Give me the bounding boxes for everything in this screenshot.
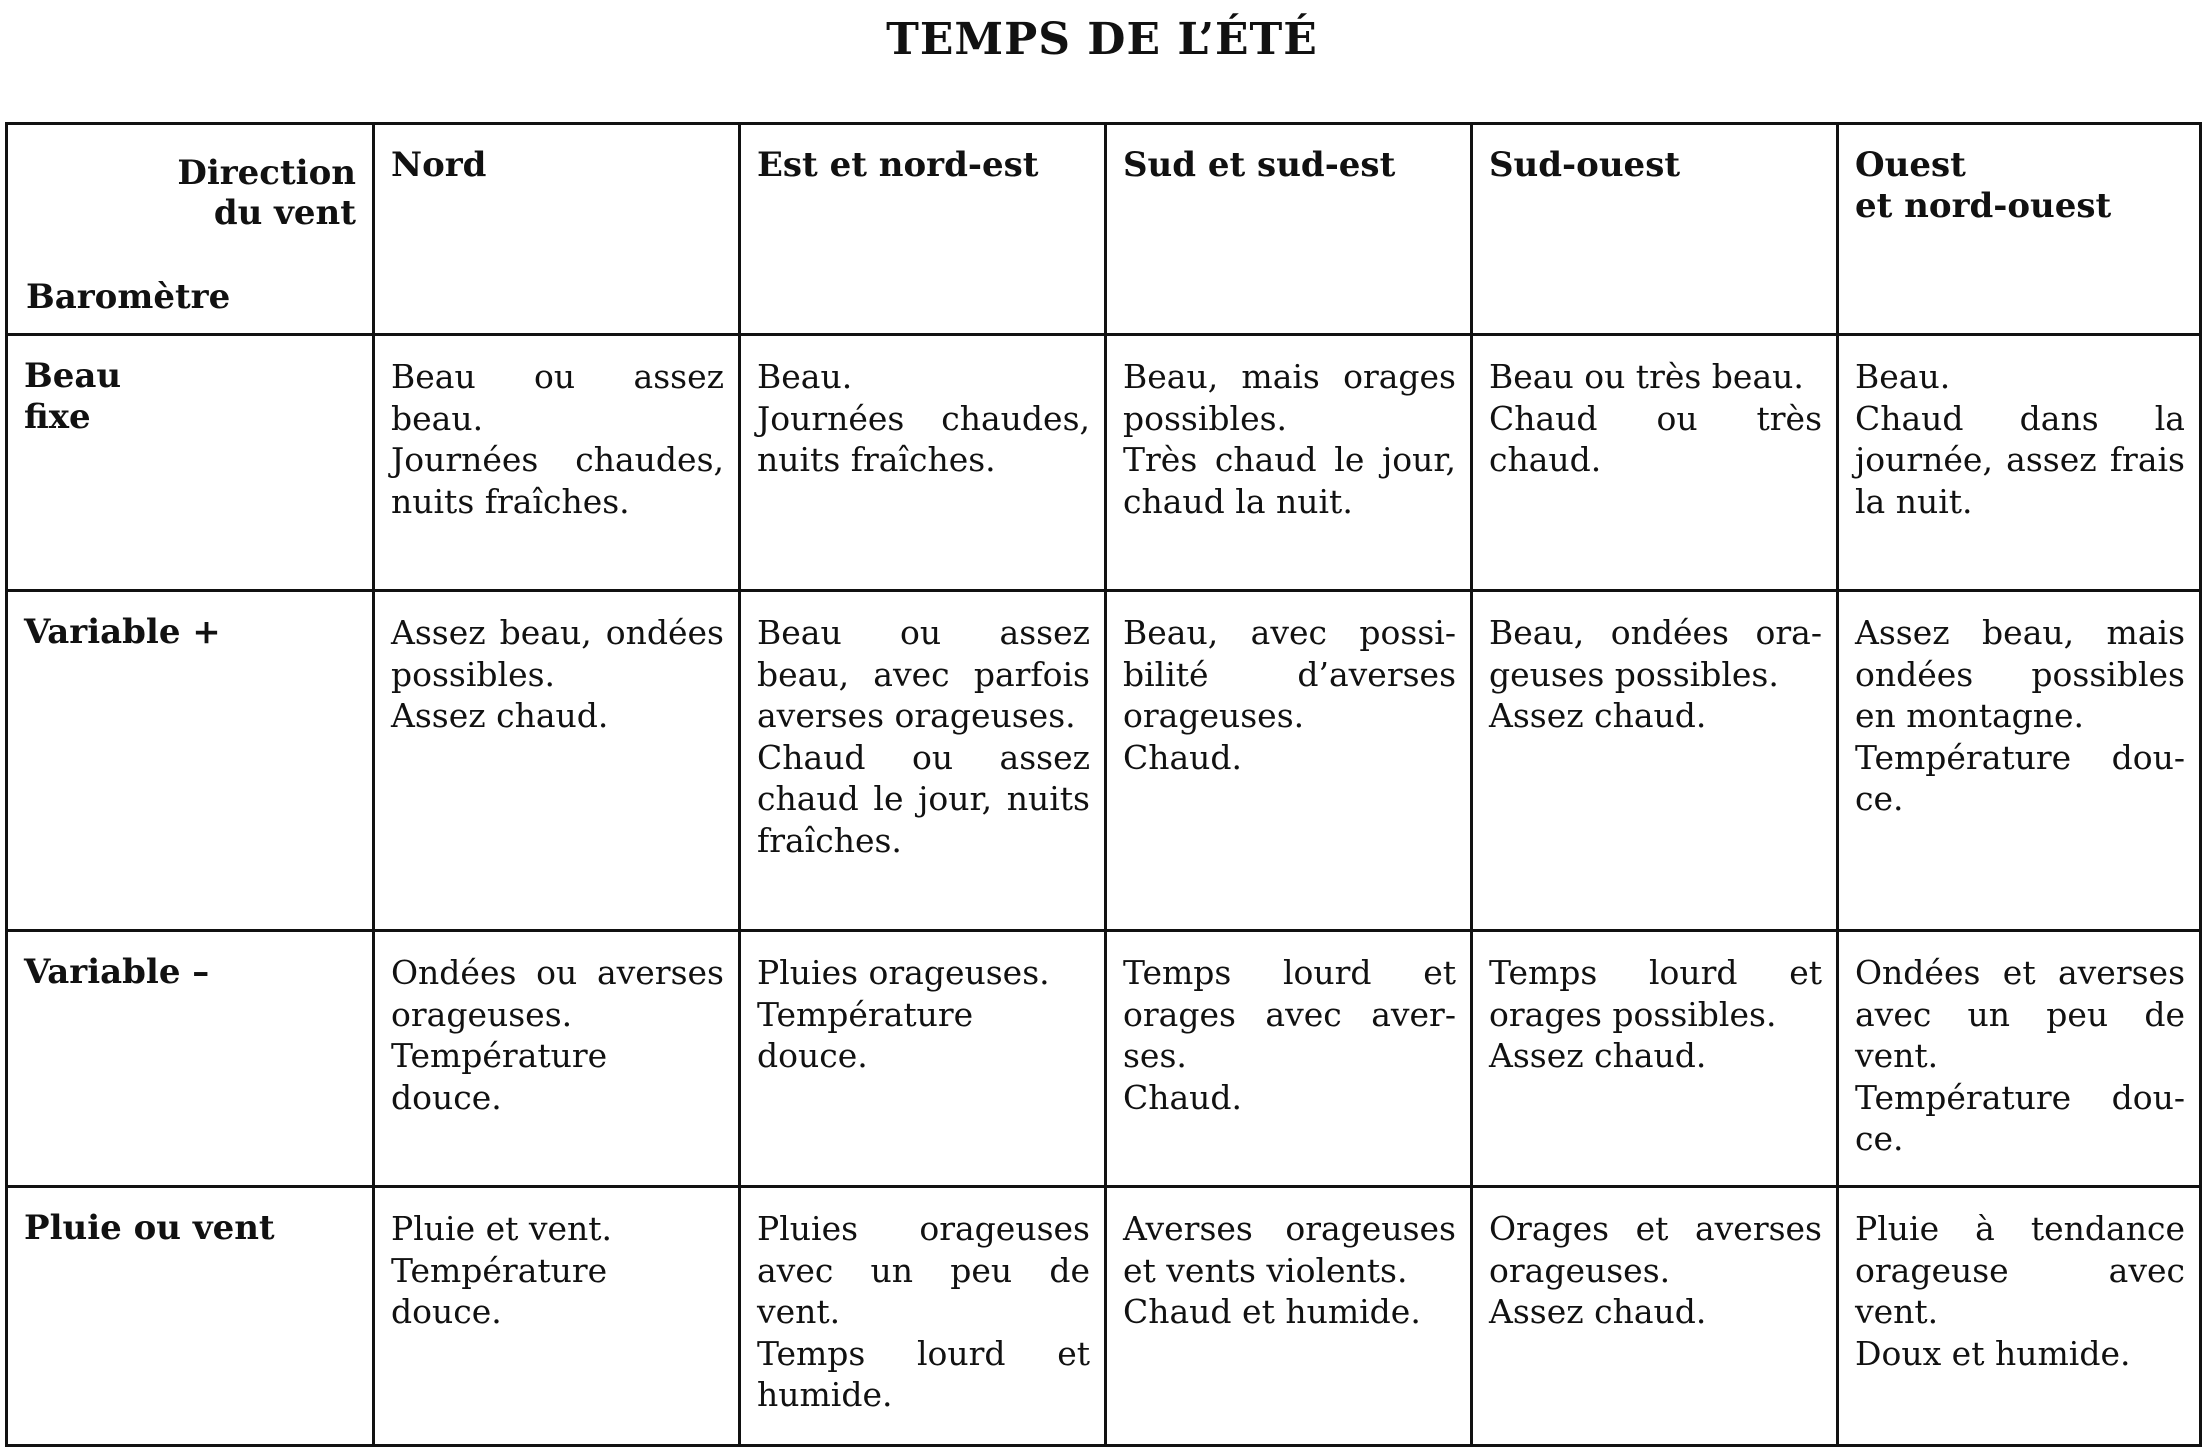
table-cell bbox=[740, 335, 1106, 591]
cell-text: Assez beau, mais ondées possibles en montagne. bbox=[1855, 613, 2185, 735]
cell-text: Assez chaud. bbox=[1489, 696, 1707, 735]
cell-text: Averses orageuses et vents violents. bbox=[1123, 1209, 1456, 1290]
table-row bbox=[7, 1187, 2201, 1446]
cell-text: Beau ou assez beau, avec parfois averses orageuses. bbox=[757, 613, 1090, 735]
table-body bbox=[7, 124, 2201, 1446]
cell-text: Chaud et humide. bbox=[1123, 1292, 1421, 1331]
cell-text: Pluie et vent. bbox=[391, 1209, 613, 1248]
cell-text: Assez beau, ondées possibles. bbox=[391, 613, 724, 694]
cell-text: Chaud dans la journée, assez frais la nuit. bbox=[1855, 398, 2185, 521]
table-cell bbox=[1838, 335, 2201, 591]
table-cell bbox=[1838, 591, 2201, 931]
table-row bbox=[7, 335, 2201, 591]
table-cell bbox=[1472, 591, 1838, 931]
cell-text: Beau, avec possibilité d’averses orageuses. bbox=[1123, 613, 1456, 735]
cell-text: Temps lourd et humide. bbox=[757, 1333, 1090, 1414]
column-header-ouest-nord-ouest: Ouest et nord-ouest bbox=[1838, 124, 2201, 335]
table-row bbox=[7, 931, 2201, 1187]
table-cell bbox=[374, 591, 740, 931]
table-cell bbox=[1472, 335, 1838, 591]
cell-text: Beau, mais orages possibles. bbox=[1123, 357, 1456, 438]
cell-text: Chaud ou assez chaud le jour, nuits fraîches. bbox=[757, 737, 1090, 860]
cell-text: Chaud ou très chaud. bbox=[1489, 398, 1822, 479]
weather-table bbox=[5, 122, 2202, 1447]
table-cell bbox=[374, 931, 740, 1187]
row-header: Variable + bbox=[7, 591, 374, 931]
cell-text: Beau. bbox=[757, 357, 853, 396]
cell-text: Assez chaud. bbox=[1489, 1036, 1707, 1075]
cell-text: Beau ou très beau. bbox=[1489, 357, 1804, 396]
cell-text: Température douce. bbox=[391, 1250, 608, 1331]
table-cell bbox=[740, 591, 1106, 931]
column-header-est-nord-est: Est et nord-est bbox=[740, 124, 1106, 335]
corner-header-cell bbox=[7, 124, 374, 335]
cell-text: Beau. bbox=[1855, 357, 1951, 396]
table-cell bbox=[374, 1187, 740, 1446]
cell-text: Journées chaudes, nuits fraîches. bbox=[757, 398, 1090, 479]
cell-text: Orages et averses orageuses. bbox=[1489, 1209, 1822, 1290]
cell-text: Très chaud le jour, chaud la nuit. bbox=[1123, 440, 1456, 521]
table-cell bbox=[740, 1187, 1106, 1446]
row-header: Beau fixe bbox=[7, 335, 374, 591]
cell-text: Ondées et averses avec un peu de vent. bbox=[1855, 953, 2185, 1075]
cell-text: Ondées ou averses orageuses. bbox=[391, 953, 724, 1034]
row-header: Variable – bbox=[7, 931, 374, 1187]
wind-direction-label: Direction du vent bbox=[177, 153, 356, 233]
header-row bbox=[7, 124, 2201, 335]
table-cell bbox=[1838, 931, 2201, 1187]
table-cell bbox=[1106, 591, 1472, 931]
cell-text: Température douce. bbox=[391, 1036, 608, 1117]
cell-text: Pluie à tendance orageuse avec vent. bbox=[1855, 1209, 2185, 1331]
cell-text: Temps lourd et orages possibles. bbox=[1489, 953, 1822, 1034]
cell-text: Pluies orageuses avec un peu de vent. bbox=[757, 1209, 1090, 1331]
table-row bbox=[7, 591, 2201, 931]
cell-text: Temps lourd et orages avec averses. bbox=[1123, 953, 1456, 1075]
page-title: TEMPS DE L’ÉTÉ bbox=[886, 14, 1318, 65]
cell-text: Température douce. bbox=[1855, 1077, 2185, 1158]
cell-text: Assez chaud. bbox=[391, 696, 609, 735]
barometer-label: Baromètre bbox=[26, 277, 231, 317]
table-cell bbox=[1472, 931, 1838, 1187]
column-header-nord: Nord bbox=[374, 124, 740, 335]
cell-text: Beau, ondées orageuses possibles. bbox=[1489, 613, 1822, 694]
table-cell bbox=[374, 335, 740, 591]
table-cell bbox=[740, 931, 1106, 1187]
cell-text: Chaud. bbox=[1123, 737, 1243, 777]
table-cell bbox=[1472, 1187, 1838, 1446]
cell-text: Doux et humide. bbox=[1855, 1333, 2131, 1373]
cell-text: Assez chaud. bbox=[1489, 1292, 1707, 1331]
cell-text: Pluies orageuses. bbox=[757, 953, 1050, 992]
column-header-sud-sud-est: Sud et sud-est bbox=[1106, 124, 1472, 335]
table-cell bbox=[1106, 1187, 1472, 1446]
cell-text: Chaud. bbox=[1123, 1077, 1243, 1117]
cell-text: Beau ou assez beau. bbox=[391, 357, 724, 438]
cell-text: Journées chaudes, nuits fraîches. bbox=[391, 440, 724, 521]
column-header-sud-ouest: Sud-ouest bbox=[1472, 124, 1838, 335]
row-header: Pluie ou vent bbox=[7, 1187, 374, 1446]
table-cell bbox=[1838, 1187, 2201, 1446]
table-cell bbox=[1106, 931, 1472, 1187]
cell-text: Température douce. bbox=[1855, 737, 2185, 818]
table-cell bbox=[1106, 335, 1472, 591]
cell-text: Température douce. bbox=[757, 994, 974, 1075]
